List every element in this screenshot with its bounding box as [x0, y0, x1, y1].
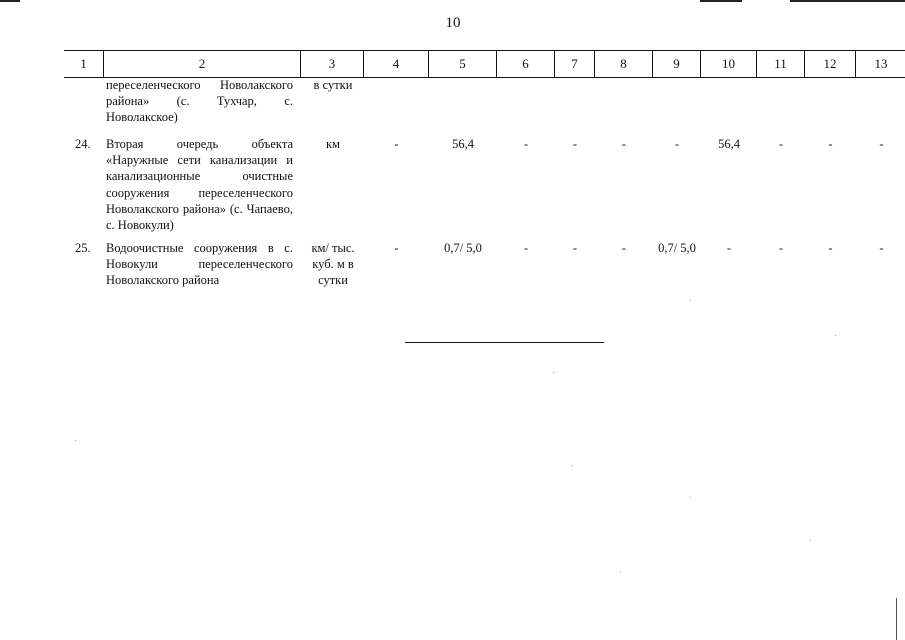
object-name-cell: Вторая очередь объекта «Наружные сети канализации и канализационные очистные сооружения переселенческого Новолакского района» (с. Чапаево, с. Новокули) — [106, 137, 293, 233]
header-cell: 11 — [756, 51, 804, 77]
value-cell-8: - — [621, 137, 627, 151]
row-number-cell: 24. — [75, 137, 91, 151]
object-name-cell: переселенческого Новолакского района» (с. Тухчар, с. Новолакское) — [106, 78, 293, 125]
scan-speck — [690, 300, 691, 301]
value-cell-5: 56,4 — [452, 137, 474, 151]
header-cell: 4 — [363, 51, 428, 77]
scan-speck — [553, 372, 554, 373]
header-cell: 5 — [428, 51, 496, 77]
scan-speck — [620, 572, 621, 573]
header-cell: 1 — [80, 56, 87, 71]
value-cell-9: 0,7/ 5,0 — [658, 241, 696, 255]
value-cell-10: - — [726, 241, 732, 255]
scan-speck — [690, 497, 691, 498]
value-cell-6: - — [523, 241, 529, 255]
header-cell: 10 — [700, 51, 756, 77]
value-cell-4: - — [394, 137, 399, 151]
unit-cell: км — [326, 137, 340, 151]
unit-cell: км/ тыс. куб. м в сутки — [311, 241, 355, 288]
scan-edge-line — [0, 0, 20, 2]
value-cell-4: - — [394, 241, 399, 255]
value-cell-7: - — [572, 137, 578, 151]
value-cell-8: - — [621, 241, 627, 255]
value-cell-13: - — [879, 241, 884, 255]
header-cell: 3 — [300, 51, 363, 77]
header-cell: 7 — [554, 51, 594, 77]
page-number: 10 — [445, 15, 461, 31]
value-cell-11: - — [778, 241, 784, 255]
table-header-row — [64, 50, 905, 78]
header-cell: 6 — [496, 51, 554, 77]
scan-speck — [835, 335, 836, 336]
end-separator-line — [405, 342, 604, 343]
value-cell-10: 56,4 — [718, 137, 740, 151]
header-cell: 9 — [652, 51, 700, 77]
row-number-cell: 25. — [75, 241, 91, 255]
unit-cell: в сутки — [313, 78, 353, 92]
scan-speck — [810, 540, 811, 541]
value-cell-5: 0,7/ 5,0 — [444, 241, 482, 255]
value-cell-7: - — [572, 241, 578, 255]
value-cell-12: - — [828, 137, 833, 151]
value-cell-9: - — [674, 137, 680, 151]
value-cell-11: - — [778, 137, 784, 151]
value-cell-13: - — [879, 137, 884, 151]
scan-edge-line — [700, 0, 742, 2]
scan-speck — [75, 440, 76, 441]
value-cell-12: - — [828, 241, 833, 255]
object-name-cell: Водоочистные сооружения в с. Новокули переселенческого Новолакского района — [106, 241, 293, 288]
scan-speck — [572, 465, 573, 466]
header-cell: 8 — [594, 51, 652, 77]
scan-edge-line — [790, 0, 905, 2]
header-cell: 12 — [804, 51, 855, 77]
scan-edge-line — [896, 598, 897, 640]
header-cell: 13 — [855, 51, 905, 77]
header-cell: 2 — [103, 51, 300, 77]
value-cell-6: - — [523, 137, 529, 151]
